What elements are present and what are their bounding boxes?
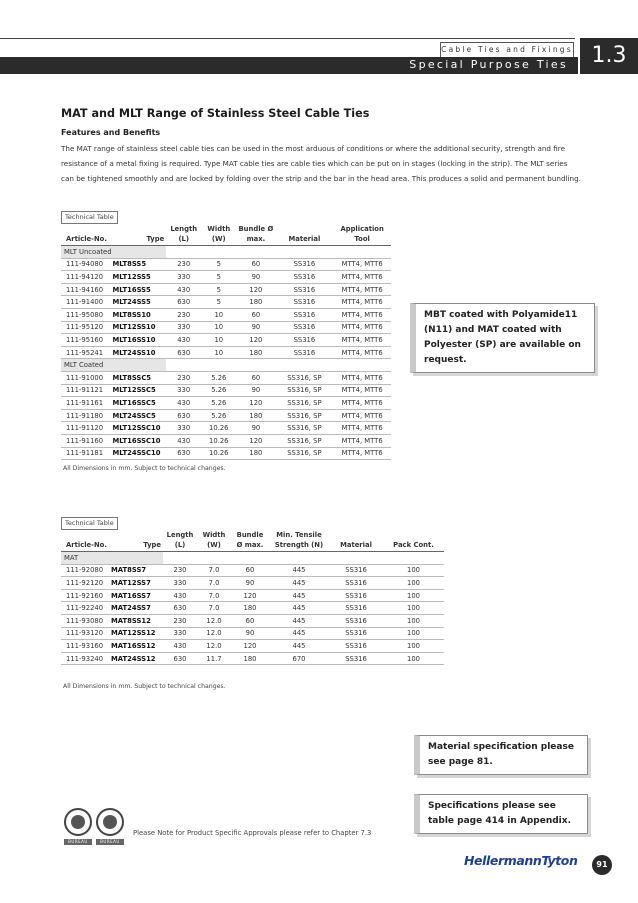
table-cell: 111-95080 [61, 308, 111, 321]
table-cell: 230 [163, 614, 197, 627]
table-header-row [61, 530, 444, 552]
table-cell: 7.0 [197, 602, 231, 615]
table-cell: 120 [231, 640, 269, 653]
table-cell: MLT12SS5 [111, 271, 167, 284]
group-label: MLT Uncoated [61, 246, 166, 259]
table-group-row [61, 552, 444, 565]
table-cell: 111-91121 [61, 384, 111, 397]
table-cell: MAT24SS12 [109, 652, 163, 665]
table-cell: 445 [269, 614, 329, 627]
table-cell: 630 [166, 409, 201, 422]
table-cell: 100 [383, 652, 444, 665]
table-row [61, 397, 391, 410]
table-row [61, 434, 391, 447]
table-cell: MLT16SS10 [111, 334, 167, 347]
table-cell: MLT24SSC10 [111, 447, 167, 460]
table-cell: MTT4, MTT6 [333, 308, 391, 321]
mlt-technical-table [61, 224, 391, 460]
table-cell: SS316, SP [276, 384, 334, 397]
table-cell: MTT4, MTT6 [333, 258, 391, 271]
table-cell: 330 [163, 627, 197, 640]
brand-logo: HellermannTyton [464, 853, 578, 868]
table-cell: 630 [166, 296, 201, 309]
table-cell: SS316, SP [276, 422, 334, 435]
table-cell: SS316 [276, 334, 334, 347]
group-spacer [166, 246, 391, 259]
table-cell: 111-93160 [61, 640, 109, 653]
group-spacer [166, 359, 391, 372]
table-row [61, 296, 391, 309]
table-cell: 445 [269, 589, 329, 602]
table-cell: MAT12SS12 [109, 627, 163, 640]
group-spacer [163, 552, 444, 565]
table-cell: 11.7 [197, 652, 231, 665]
table-cell: MTT4, MTT6 [333, 283, 391, 296]
table-cell: 111-95120 [61, 321, 111, 334]
mat-technical-table [61, 530, 444, 665]
table-cell: MTT4, MTT6 [333, 434, 391, 447]
table-cell: MAT16SS7 [109, 589, 163, 602]
table-cell: 430 [166, 397, 201, 410]
page-number: 91 [592, 855, 612, 875]
table-group-row [61, 359, 391, 372]
table-cell: 630 [166, 346, 201, 359]
table-cell: SS316 [329, 627, 383, 640]
table-cell: 180 [236, 346, 275, 359]
table-cell: 330 [166, 271, 201, 284]
table-row [61, 371, 391, 384]
table-cell: 100 [383, 602, 444, 615]
chapter-number: 1.3 [580, 38, 638, 74]
table-cell: 230 [166, 308, 201, 321]
table-cell: 111-91180 [61, 409, 111, 422]
table-row [61, 321, 391, 334]
page-title: MAT and MLT Range of Stainless Steel Cable Ties [61, 107, 370, 120]
table-cell: 111-91181 [61, 447, 111, 460]
column-header: Length (L) [163, 530, 197, 552]
table-cell: SS316 [276, 321, 334, 334]
table-cell: SS316 [276, 308, 334, 321]
column-header: Length (L) [166, 224, 201, 246]
table-row [61, 271, 391, 284]
table-cell: 111-91160 [61, 434, 111, 447]
table-row [61, 334, 391, 347]
table-cell: 90 [236, 384, 275, 397]
table-cell: SS316, SP [276, 409, 334, 422]
column-header: Application Tool [333, 224, 391, 246]
table-cell: 445 [269, 564, 329, 577]
table-cell: SS316 [276, 296, 334, 309]
table-cell: 111-91120 [61, 422, 111, 435]
table-row [61, 422, 391, 435]
column-header: Width (W) [201, 224, 236, 246]
table-cell: MTT4, MTT6 [333, 346, 391, 359]
table-row [61, 384, 391, 397]
table-cell: 230 [166, 258, 201, 271]
table-cell: 180 [236, 447, 275, 460]
table-cell: 10.26 [201, 422, 236, 435]
table-cell: 60 [236, 258, 275, 271]
table2-header [61, 530, 444, 552]
table-cell: SS316, SP [276, 371, 334, 384]
table-cell: 5.26 [201, 384, 236, 397]
table-cell: MLT12SSC5 [111, 384, 167, 397]
table-cell: 60 [236, 371, 275, 384]
table-cell: 10 [201, 346, 236, 359]
table-cell: 445 [269, 640, 329, 653]
table-cell: MTT4, MTT6 [333, 409, 391, 422]
table-cell: 180 [231, 652, 269, 665]
table-cell: 90 [231, 627, 269, 640]
table-cell: SS316 [276, 271, 334, 284]
table-cell: MAT8SS7 [109, 564, 163, 577]
table-cell: MAT8SS12 [109, 614, 163, 627]
table-row [61, 652, 444, 665]
table-cell: 111-93240 [61, 652, 109, 665]
table-cell: 430 [163, 640, 197, 653]
table-cell: 120 [236, 397, 275, 410]
table-row [61, 409, 391, 422]
table-cell: MLT8SSC5 [111, 371, 167, 384]
table-cell: 111-93120 [61, 627, 109, 640]
table-cell: 111-93080 [61, 614, 109, 627]
table-cell: SS316 [329, 564, 383, 577]
cert-logo-text: BUREAU VERITAS [96, 839, 124, 845]
table-cell: 90 [231, 577, 269, 590]
table-cell: MAT24SS7 [109, 602, 163, 615]
table-cell: 60 [236, 308, 275, 321]
table-cell: MTT4, MTT6 [333, 296, 391, 309]
table-cell: 10 [201, 321, 236, 334]
header-section-title: Special Purpose Ties [409, 58, 568, 71]
table-row [61, 258, 391, 271]
table-cell: 445 [269, 627, 329, 640]
table-row [61, 447, 391, 460]
table-row [61, 614, 444, 627]
table-cell: 100 [383, 564, 444, 577]
table-cell: SS316 [329, 577, 383, 590]
table-cell: 120 [231, 589, 269, 602]
table-row [61, 589, 444, 602]
table-cell: SS316 [276, 346, 334, 359]
table-cell: 5 [201, 296, 236, 309]
table-cell: MAT12SS7 [109, 577, 163, 590]
table-cell: SS316 [329, 589, 383, 602]
table-cell: 180 [231, 602, 269, 615]
column-header: Material [276, 224, 334, 246]
column-header: Material [329, 530, 383, 552]
table-cell: MTT4, MTT6 [333, 422, 391, 435]
table-cell: 630 [166, 447, 201, 460]
table-cell: 12.0 [197, 640, 231, 653]
table-cell: MAT16SS12 [109, 640, 163, 653]
table-cell: SS316 [329, 640, 383, 653]
column-header: Type [109, 530, 163, 552]
table-cell: SS316 [329, 614, 383, 627]
table-cell: 230 [163, 564, 197, 577]
table-row [61, 564, 444, 577]
table-cell: 12.0 [197, 614, 231, 627]
table-cell: 430 [163, 589, 197, 602]
table-cell: 120 [236, 334, 275, 347]
table-cell: 445 [269, 577, 329, 590]
table-cell: 330 [166, 422, 201, 435]
table-row [61, 602, 444, 615]
group-label: MLT Coated [61, 359, 166, 372]
table-cell: MLT16SSC10 [111, 434, 167, 447]
table-cell: 60 [231, 614, 269, 627]
table-cell: 330 [166, 321, 201, 334]
table2-note: All Dimensions in mm. Subject to technical changes. [63, 683, 226, 690]
table-cell: 7.0 [197, 589, 231, 602]
table-cell: 7.0 [197, 577, 231, 590]
table-cell: 180 [236, 296, 275, 309]
table-cell: 120 [236, 434, 275, 447]
table-cell: SS316 [276, 283, 334, 296]
table-cell: 100 [383, 640, 444, 653]
header-subsection: Cable Ties and Fixings [440, 42, 574, 57]
table-cell: MTT4, MTT6 [333, 371, 391, 384]
table-cell: 100 [383, 627, 444, 640]
column-header: Width (W) [197, 530, 231, 552]
table-cell: 230 [166, 371, 201, 384]
table-row [61, 627, 444, 640]
table-cell: 111-94120 [61, 271, 111, 284]
table-cell: MLT16SSC5 [111, 397, 167, 410]
certification-logo-icon [96, 808, 124, 850]
table-cell: MLT24SSC5 [111, 409, 167, 422]
coating-callout: MBT coated with Polyamide11 (N11) and MAT coated with Polyester (SP) are available on request. [410, 303, 595, 373]
table-cell: 430 [166, 434, 201, 447]
cert-logo-text: BUREAU VERITAS [64, 839, 92, 845]
table-cell: SS316 [329, 602, 383, 615]
table-cell: MLT12SSC10 [111, 422, 167, 435]
table-cell: MLT24SS5 [111, 296, 167, 309]
table-cell: 60 [231, 564, 269, 577]
table-cell: 100 [383, 589, 444, 602]
table-group-row [61, 246, 391, 259]
group-label: MAT [61, 552, 163, 565]
header-rule [0, 38, 575, 39]
table-cell: SS316, SP [276, 434, 334, 447]
table-cell: 111-91400 [61, 296, 111, 309]
table-cell: 111-94080 [61, 258, 111, 271]
table2-label: Technical Table [61, 517, 118, 530]
table-cell: 111-92080 [61, 564, 109, 577]
features-heading: Features and Benefits [61, 128, 161, 137]
table-cell: 111-91161 [61, 397, 111, 410]
table-cell: 5 [201, 271, 236, 284]
table-cell: 630 [163, 652, 197, 665]
table1-note: All Dimensions in mm. Subject to technical changes. [63, 465, 226, 472]
table-cell: 10 [201, 308, 236, 321]
column-header: Bundle Ø max. [231, 530, 269, 552]
table-cell: 5.26 [201, 397, 236, 410]
specs-callout: Specifications please see table page 414 in Appendix. [414, 794, 588, 834]
table-cell: 10.26 [201, 434, 236, 447]
description-paragraph: The MAT range of stainless steel cable ties can be used in the most arduous of conditions or where the additional security, strength and fire resistance of a metal fixing is required. Type MAT cable ties are cable ties which can be put on in stages (locking in the strip). The MLT series can be tightened smoothly and are locked by folding over the strip and the bar in the head area. This produces a solid and permanent bundling. [61, 144, 581, 183]
table-row [61, 346, 391, 359]
certification-logo-icon [64, 808, 92, 850]
table-cell: 111-95160 [61, 334, 111, 347]
column-header: Pack Cont. [383, 530, 444, 552]
table-row [61, 577, 444, 590]
table-cell: 10 [201, 334, 236, 347]
table-cell: MTT4, MTT6 [333, 447, 391, 460]
table-cell: 90 [236, 321, 275, 334]
table-cell: MLT8SS5 [111, 258, 167, 271]
table-cell: MTT4, MTT6 [333, 397, 391, 410]
table-cell: 100 [383, 577, 444, 590]
table-cell: 330 [166, 384, 201, 397]
table1-header [61, 224, 391, 246]
table-cell: SS316 [329, 652, 383, 665]
table-cell: 330 [163, 577, 197, 590]
table-cell: SS316, SP [276, 397, 334, 410]
table-cell: MTT4, MTT6 [333, 384, 391, 397]
table-cell: 111-92120 [61, 577, 109, 590]
table-cell: 630 [163, 602, 197, 615]
table2-body [61, 552, 444, 665]
table-row [61, 283, 391, 296]
table-cell: 5 [201, 283, 236, 296]
table-cell: 120 [236, 283, 275, 296]
column-header: Article-No. [61, 530, 109, 552]
table-cell: 90 [236, 271, 275, 284]
table-cell: MLT24SS10 [111, 346, 167, 359]
table-cell: MTT4, MTT6 [333, 321, 391, 334]
table-cell: 445 [269, 602, 329, 615]
table-header-row [61, 224, 391, 246]
table-cell: MTT4, MTT6 [333, 271, 391, 284]
table-cell: 111-95241 [61, 346, 111, 359]
table-cell: 180 [236, 409, 275, 422]
table-cell: SS316, SP [276, 447, 334, 460]
table-cell: 12.0 [197, 627, 231, 640]
header-bar [0, 57, 578, 74]
column-header: Article-No. [61, 224, 111, 246]
table-cell: 7.0 [197, 564, 231, 577]
table-cell: 100 [383, 614, 444, 627]
table-cell: MLT12SS10 [111, 321, 167, 334]
table-cell: 111-94160 [61, 283, 111, 296]
table-cell: MLT16SS5 [111, 283, 167, 296]
table-cell: MTT4, MTT6 [333, 334, 391, 347]
table-cell: 5.26 [201, 371, 236, 384]
approvals-note: Please Note for Product Specific Approvals please refer to Chapter 7.3 [133, 829, 372, 837]
table-cell: 5 [201, 258, 236, 271]
table1-body [61, 246, 391, 460]
table-cell: 430 [166, 283, 201, 296]
material-callout: Material specification please see page 81. [414, 735, 588, 775]
table-row [61, 308, 391, 321]
column-header: Min. Tensile Strength (N) [269, 530, 329, 552]
table-cell: 670 [269, 652, 329, 665]
column-header: Type [111, 224, 167, 246]
table-cell: 10.26 [201, 447, 236, 460]
table-cell: 5.26 [201, 409, 236, 422]
table-cell: 90 [236, 422, 275, 435]
table-cell: 111-92160 [61, 589, 109, 602]
table-cell: 430 [166, 334, 201, 347]
column-header: Bundle Ø max. [236, 224, 275, 246]
table-cell: MLT8SS10 [111, 308, 167, 321]
table-row [61, 640, 444, 653]
table-cell: 111-91000 [61, 371, 111, 384]
table1-label: Technical Table [61, 211, 118, 224]
table-cell: SS316 [276, 258, 334, 271]
table-cell: 111-92240 [61, 602, 109, 615]
